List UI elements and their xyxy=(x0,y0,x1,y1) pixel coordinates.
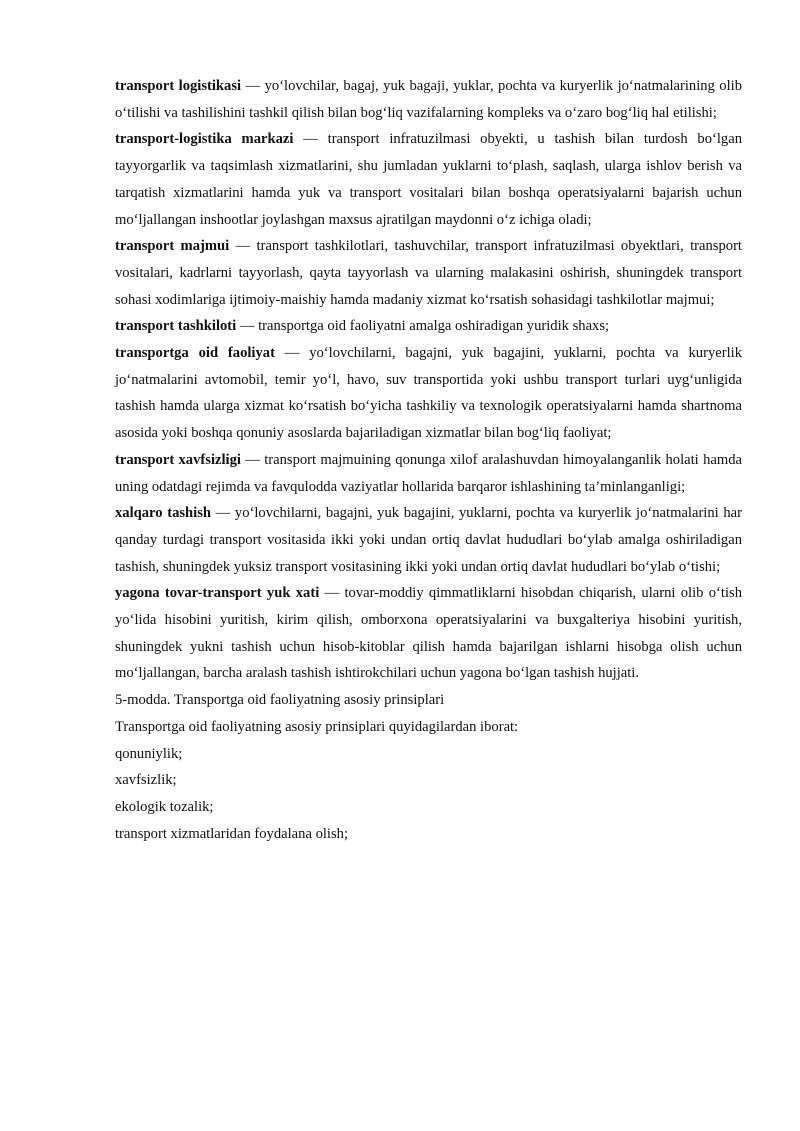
definition-text: — transport majmuining qonunga xilof aralashuvdan himoyalanganlik holati hamda uning odatdagi rejimda va favqulodda vaziyatlar hollarida barqaror ishlashining ta’minlanganligi; xyxy=(115,451,742,495)
principle-item: qonuniylik; xyxy=(115,745,183,762)
principle-item: ekologik tozalik; xyxy=(115,798,214,815)
principle-item: xavfsizlik; xyxy=(115,772,177,789)
definition-term: transport xavfsizligi xyxy=(115,451,241,468)
definition-text: — yo‘lovchilar, bagaj, yuk bagaji, yuklar, pochta va kuryerlik jo‘natmalarining olib o‘tilishi va tashilishini tashkil qilish bilan bog‘liq vazifalarning kompleks va o‘zaro bog‘liq hal etilishi; xyxy=(115,78,742,121)
definition-term: xalqaro tashish xyxy=(115,505,212,522)
article-intro: Transportga oid faoliyatning asosiy prinsiplari quyidagilardan iborat: xyxy=(115,718,519,735)
definition-transport-activity xyxy=(115,340,742,447)
definition-text: — transportga oid faoliyatni amalga oshiradigan yuridik shaxs; xyxy=(236,318,610,335)
definition-term: transport logistikasi xyxy=(115,78,242,94)
definition-transport-logistics-center xyxy=(115,126,742,233)
definition-term: yagona tovar-transport yuk xati xyxy=(115,585,320,602)
definition-term: transport majmui xyxy=(115,238,230,255)
definition-international-carriage xyxy=(115,500,742,580)
definition-consignment-note xyxy=(115,580,742,687)
document-page xyxy=(115,73,742,847)
definition-text: — transport infratuzilmasi obyekti, u tashish bilan turdosh bo‘lgan tayyorgarlik va taqsimlash xizmatlarini, shu jumladan yuklarni to‘plash, saqlash, ularga ishlov berish va tarqatish xizmatlarini hamda yuk va transport vositalari bilan boshqa operatsiyalarni bajarish uchun mo‘ljallangan inshootlar joylashgan maxsus ajratilgan maydonni o‘z ichiga oladi; xyxy=(115,131,742,228)
definition-transport-security xyxy=(115,447,742,500)
definition-transport-organization xyxy=(115,313,742,340)
definition-text: — yo‘lovchilarni, bagajni, yuk bagajini, yuklarni, pochta va kuryerlik jo‘natmalarini avtomobil, temir yo‘l, havo, suv transportida yoki ushbu transport turlari uyg‘unligida tashish hamda ularga xizmat ko‘rsatish bo‘yicha tashkiliy va texnologik operatsiyalarni hamda shartnoma asosida yoki boshqa qonuniy asoslarda bajariladigan xizmatlar bilan bog‘liq faoliyat; xyxy=(115,345,742,442)
definition-term: transport tashkiloti xyxy=(115,318,237,335)
article-heading: 5-modda. Transportga oid faoliyatning asosiy prinsiplari xyxy=(115,692,445,709)
definition-text: — yo‘lovchilarni, bagajni, yuk bagajini, yuklarni, pochta va kuryerlik jo‘natmalarini har qanday turdagi transport vositasida ikki yoki undan ortiq davlat hududlari bo‘ylab amalga oshiriladigan tashish, shuningdek yuksiz transport vositasining ikki yoki undan ortiq davlat hududlari bo‘ylab o‘tishi; xyxy=(115,505,742,575)
definition-term: transportga oid faoliyat xyxy=(115,345,275,362)
definition-transport-complex xyxy=(115,233,742,313)
definition-term: transport-logistika markazi xyxy=(115,131,294,148)
principle-item: transport xizmatlaridan foydalana olish; xyxy=(115,825,349,842)
definition-text: — tovar-moddiy qimmatliklarni hisobdan chiqarish, ularni olib o‘tish yo‘lida hisobini yuritish, kirim qilish, omborxona operatsiyalarini va buxgalteriya hisobini yuritish, shuningdek yukni tashish uchun hisob-kitoblar qilish hamda bajarilgan ishlarni hisobga olish uchun mo‘ljallangan, barcha aralash tashish ishtirokchilari uchun yagona bo‘lgan tashish hujjati. xyxy=(115,585,742,682)
definition-transport-logistics xyxy=(115,73,742,126)
definition-text: — transport tashkilotlari, tashuvchilar, transport infratuzilmasi obyektlari, transport vositalari, kadrlarni tayyorlash, qayta tayyorlash va ularning malakasini oshirish, shuningdek transport sohasi xodimlariga ijtimoiy-maishiy hamda madaniy xizmat ko‘rsatish sohasidagi tashkilotlar majmui; xyxy=(115,238,742,308)
